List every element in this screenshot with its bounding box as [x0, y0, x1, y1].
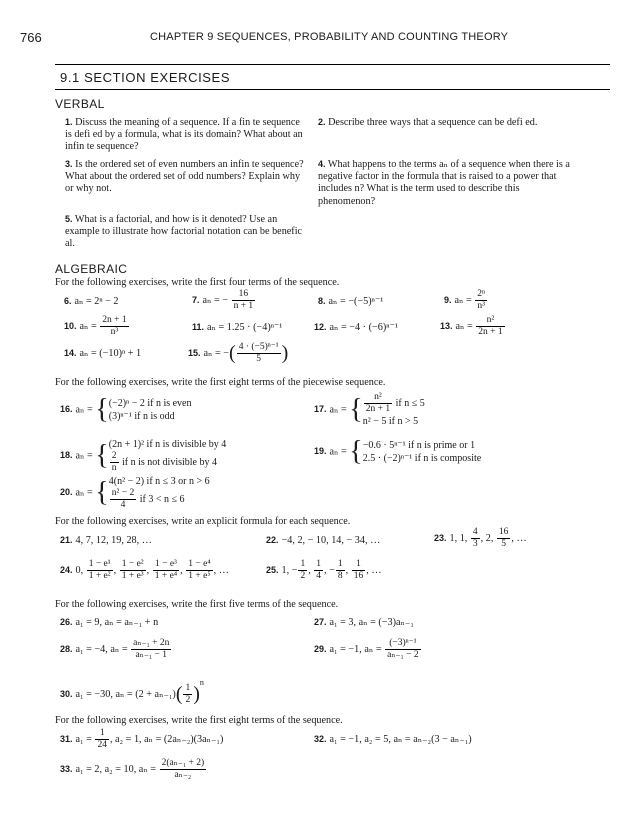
exercise-number: 20.: [60, 487, 73, 498]
exercise-23: [434, 527, 527, 550]
numerator: n²: [364, 392, 392, 404]
numerator: 1 − e⁴: [188, 559, 211, 569]
exercise-number: 26.: [60, 617, 73, 627]
fraction: [87, 559, 113, 582]
exercise-expression: aₙ = −(−5)ⁿ⁻¹: [328, 296, 384, 307]
cases: [109, 438, 227, 474]
question-5: [65, 213, 305, 251]
exercise-number: 30.: [60, 689, 73, 699]
denominator: n³: [477, 301, 485, 311]
fraction: [160, 758, 207, 781]
question-2: [318, 116, 578, 129]
exercise-27: [314, 617, 414, 628]
numerator: 4: [472, 527, 478, 537]
exercise-29: [314, 638, 422, 661]
exercise-18: [60, 438, 226, 474]
numerator: 1: [95, 728, 109, 740]
exercise-expression: a₁ = −4, aₙ =: [75, 643, 128, 655]
denominator: aₙ₋₁ − 1: [135, 650, 168, 660]
numerator: 1: [185, 683, 191, 694]
numerator: 1: [300, 559, 306, 569]
case-2: n² − 5 if n > 5: [362, 416, 419, 427]
question-text: What happens to the terms aₙ of a sequence when there is a negative factor in the formula that is raised to a power that includes n? What is the term used to describe this phenomenon?: [318, 159, 570, 207]
fraction: [336, 559, 345, 582]
exercise-number: 7.: [192, 294, 200, 305]
denominator: 1 + e²: [88, 571, 111, 581]
exercise-number: 25.: [266, 564, 279, 575]
exercise-19: [314, 438, 481, 466]
exercise-number: 23.: [434, 532, 447, 543]
right-paren: ): [281, 342, 289, 364]
chapter-title: CHAPTER 9 SEQUENCES, PROBABILITY AND COUNTING THEORY: [150, 31, 509, 43]
fraction: [298, 559, 307, 582]
denominator: 5: [501, 539, 507, 549]
denominator: n + 1: [233, 301, 254, 311]
fraction: [385, 638, 421, 661]
exercise-10: [64, 315, 130, 338]
exercise-expression: aₙ =: [329, 404, 347, 416]
case-1: [363, 392, 425, 415]
question-number: 1.: [65, 117, 73, 127]
fraction: [120, 559, 146, 582]
fraction: [153, 559, 179, 582]
fraction: [497, 527, 511, 550]
exercise-number: 32.: [314, 734, 327, 744]
question-1: [65, 116, 305, 154]
fraction: [110, 451, 119, 474]
denominator: 1 + e⁵: [188, 571, 211, 581]
denominator: 3: [472, 539, 478, 549]
numerator: n² − 2: [111, 488, 135, 498]
case-1: (−2)ⁿ − 2 if n is even: [108, 398, 192, 409]
denominator: 4: [316, 571, 322, 581]
fraction: [471, 527, 480, 550]
exercise-expression: 4, 7, 12, 19, 28, …: [75, 535, 152, 546]
numerator: 1 − e¹: [88, 559, 111, 569]
numerator: 4 · (−5)ⁿ⁻¹: [238, 342, 279, 352]
denominator: 16: [353, 571, 364, 581]
page-number: 766: [20, 30, 42, 45]
exercise-expression: aₙ =: [455, 320, 473, 332]
denominator: 4: [120, 500, 126, 510]
exercise-expression: aₙ = −4 · (−6)ⁿ⁻¹: [329, 322, 398, 333]
left-brace: {: [349, 436, 363, 467]
cases: [109, 397, 192, 423]
denominator: 5: [256, 354, 262, 364]
exercise-30: [60, 678, 204, 706]
exercise-expression: , 2,: [480, 532, 494, 544]
exercise-12: [314, 322, 398, 333]
exercise-number: 19.: [314, 446, 327, 457]
exercise-expression: a₁ = −1, a₂ = 5, aₙ = aₙ₋₂(3 − aₙ₋₁): [329, 734, 472, 745]
denominator: aₙ₋₁ − 2: [387, 650, 419, 660]
exercise-expression: aₙ =: [329, 446, 347, 458]
numerator: 2n + 1: [102, 315, 127, 325]
verbal-heading: VERBAL: [55, 97, 105, 111]
denominator: 24: [97, 740, 107, 750]
exercise-expression: 1, −: [281, 564, 298, 576]
fraction: [186, 559, 212, 582]
numerator: 1: [337, 559, 343, 569]
exercise-number: 11.: [192, 322, 205, 332]
numerator: 1: [316, 559, 322, 569]
denominator: n³: [110, 327, 119, 337]
case-condition: if n ≤ 5: [395, 397, 425, 409]
exercise-number: 18.: [60, 450, 73, 461]
fraction: [110, 488, 136, 511]
exercise-number: 22.: [266, 535, 279, 545]
fraction: [475, 289, 487, 312]
cases: [363, 392, 425, 428]
fraction: [364, 392, 392, 415]
denominator: 1 + e⁴: [154, 571, 178, 581]
exercise-expression: , …: [213, 564, 229, 576]
numerator: aₙ₋₁ + 2n: [133, 638, 170, 648]
exercise-7: [192, 289, 256, 312]
case-2: [109, 451, 227, 474]
exercise-expression: a₁ = 3, aₙ = (−3)aₙ₋₁: [329, 617, 414, 628]
section-bottom-rule: [55, 89, 610, 90]
exercise-number: 29.: [314, 643, 327, 654]
question-text: Is the ordered set of even numbers an infin te sequence? What about the ordered set of odd numbers? Explain why or why not.: [65, 159, 304, 195]
section-title: 9.1 SECTION EXERCISES: [60, 70, 231, 85]
exercise-13: [440, 315, 506, 338]
exercise-28: [60, 638, 172, 661]
case-2: (3)ⁿ⁻¹ if n is odd: [108, 411, 175, 422]
exercise-expression: a₁ = 9, aₙ = aₙ₋₁ + n: [75, 617, 159, 628]
question-4: [318, 158, 578, 208]
exercise-expression: , …: [366, 564, 382, 576]
exercise-expression: a₁ =: [75, 733, 92, 745]
question-number: 5.: [65, 214, 73, 224]
instruction-piecewise: For the following exercises, write the first eight terms of the piecewise sequence.: [55, 377, 386, 388]
exercise-number: 10.: [64, 320, 77, 331]
exercise-expression: a₁ = −1, aₙ =: [329, 643, 382, 655]
denominator: n: [111, 463, 117, 473]
fraction: [183, 683, 192, 706]
exercise-expression: aₙ = 2ⁿ − 2: [74, 296, 119, 307]
exercise-number: 24.: [60, 564, 73, 575]
exercise-15: [188, 342, 288, 365]
numerator: 16: [232, 289, 256, 301]
numerator: n²: [476, 315, 504, 327]
instruction-five-terms: For the following exercises, write the first five terms of the sequence.: [55, 599, 339, 610]
instruction-explicit: For the following exercises, write an explicit formula for each sequence.: [55, 516, 351, 527]
exercise-6: [64, 296, 119, 307]
exercise-expression: 1, 1,: [449, 532, 468, 544]
denominator: 2: [300, 571, 306, 581]
fraction: [314, 559, 323, 582]
exercise-expression: aₙ =: [75, 487, 93, 499]
denominator: 2n + 1: [478, 327, 503, 337]
exercise-expression: −4, 2, − 10, 14, − 34, …: [281, 535, 381, 546]
fraction: [237, 342, 281, 365]
exercise-expression: a₁ = −30, aₙ = (2 + aₙ₋₁): [75, 689, 176, 700]
exponent: n: [199, 678, 204, 687]
numerator: 1 − e²: [121, 559, 144, 569]
exercise-expression: , a₂ = 1, aₙ = (2aₙ₋₂)(3aₙ₋₁): [109, 733, 224, 745]
exercise-number: 6.: [64, 296, 72, 306]
cases: [363, 439, 481, 465]
exercise-expression: aₙ =: [75, 450, 93, 462]
fraction: [95, 728, 109, 751]
question-text: What is a factorial, and how is it denoted? Use an example to illustrate how factorial notation can be benefic al.: [65, 214, 303, 250]
left-paren: (: [175, 683, 183, 706]
exercise-expression: aₙ = (−10)ⁿ + 1: [79, 348, 142, 359]
exercise-14: [64, 348, 141, 359]
exercise-21: [60, 535, 152, 546]
instruction-four-terms: For the following exercises, write the first four terms of the sequence.: [55, 277, 340, 288]
exercise-expression: aₙ = −: [202, 294, 229, 306]
numerator: 1: [352, 559, 366, 571]
exercise-17: [314, 392, 425, 428]
denominator: 2: [185, 695, 191, 706]
exercise-number: 21.: [60, 535, 73, 545]
left-brace: {: [349, 394, 363, 425]
case-2: 2.5 · (−2)ⁿ⁻¹ if n is composite: [362, 453, 482, 464]
exercise-31: [60, 728, 223, 751]
exercise-expression: aₙ = −: [203, 347, 230, 359]
numerator: 16: [498, 527, 509, 537]
exercise-8: [318, 296, 383, 307]
question-number: 3.: [65, 159, 73, 169]
exercise-expression: , …: [511, 532, 527, 544]
exercise-expression: aₙ = 1.25 · (−4)ⁿ⁻¹: [207, 322, 283, 333]
exercise-number: 33.: [60, 763, 73, 774]
numerator: 2(aₙ₋₁ + 2): [161, 758, 205, 768]
exercise-20: [60, 475, 210, 511]
exercise-33: [60, 758, 207, 781]
exercise-expression: 0,: [75, 564, 84, 576]
left-brace: {: [95, 394, 109, 425]
case-condition: if n is not divisible by 4: [122, 456, 217, 468]
exercise-number: 12.: [314, 322, 327, 332]
case-1: −0.6 · 5ⁿ⁻¹ if n is prime or 1: [362, 440, 476, 451]
numerator: (−3)ⁿ⁻¹: [385, 638, 421, 650]
question-text: Discuss the meaning of a sequence. If a fin te sequence is defi ed by a formula, what is its domain? What about an infin te sequence?: [65, 117, 303, 153]
exercise-number: 15.: [188, 347, 201, 358]
numerator: 2ⁿ: [477, 289, 486, 299]
fraction: [100, 315, 128, 338]
exercise-16: [60, 396, 192, 424]
question-text: Describe three ways that a sequence can be defi ed.: [328, 117, 538, 128]
fraction: [131, 638, 171, 661]
numerator: 1 − e³: [153, 559, 179, 571]
exercise-26: [60, 617, 158, 628]
exercise-32: [314, 734, 472, 745]
exercise-number: 8.: [318, 296, 326, 306]
denominator: aₙ₋₂: [174, 770, 192, 780]
exercise-number: 13.: [440, 320, 453, 331]
exercise-number: 27.: [314, 617, 327, 627]
exercise-24: 24. 0, $\frac{\text{1 − e¹}}{\text{1 + e²}}$ , $\frac{\text{1 − e²}}{\text{1 + e³}}$ , $\frac{\text{1 − e³}}{\text{1 + e⁴}}$ , $\frac{\text{1 − e⁴}}{\text{1 + e⁵}}$ , …: [60, 559, 229, 581]
exercise-expression: aₙ =: [454, 294, 472, 306]
exercise-expression: a₁ = 2, a₂ = 10, aₙ =: [75, 763, 157, 775]
algebraic-heading: ALGEBRAIC: [55, 262, 128, 276]
exercise-9: [444, 289, 488, 312]
cases: [109, 475, 210, 511]
instruction-eight-terms: For the following exercises, write the first eight terms of the sequence.: [55, 715, 343, 726]
fraction: [352, 559, 366, 582]
exercise-number: 28.: [60, 643, 73, 654]
exercise-22: [266, 535, 380, 546]
left-paren: (: [229, 342, 236, 364]
right-paren: ): [193, 683, 200, 706]
case-1: 4(n² − 2) if n ≤ 3 or n > 6: [108, 476, 210, 487]
fraction: [476, 315, 504, 338]
exercise-expression: aₙ =: [79, 320, 97, 332]
case-2: [109, 488, 210, 511]
exercise-25: 25. 1, − $\frac{1}{2}$ , $\frac{1}{4}$ , − $\frac{1}{8}$ , $\frac{1}{16}$ , …: [266, 559, 382, 581]
exercise-number: 9.: [444, 294, 452, 305]
numerator: 2: [111, 451, 117, 461]
question-3: [65, 158, 305, 196]
exercise-expression: aₙ =: [75, 404, 93, 416]
case-condition: if 3 < n ≤ 6: [139, 493, 185, 505]
exercise-number: 16.: [60, 404, 73, 415]
denominator: 8: [337, 571, 343, 581]
left-brace: {: [95, 477, 109, 508]
denominator: 1 + e³: [121, 571, 144, 581]
left-brace: {: [95, 440, 109, 471]
fraction: [232, 289, 256, 312]
exercise-number: 14.: [64, 348, 77, 358]
exercise-11: [192, 322, 282, 333]
question-number: 4.: [318, 159, 326, 169]
exercise-number: 31.: [60, 733, 73, 744]
section-top-rule: [55, 64, 610, 65]
case-1: (2n + 1)² if n is divisible by 4: [108, 439, 227, 450]
denominator: 2n + 1: [365, 404, 391, 414]
question-number: 2.: [318, 117, 326, 127]
exercise-number: 17.: [314, 404, 327, 415]
